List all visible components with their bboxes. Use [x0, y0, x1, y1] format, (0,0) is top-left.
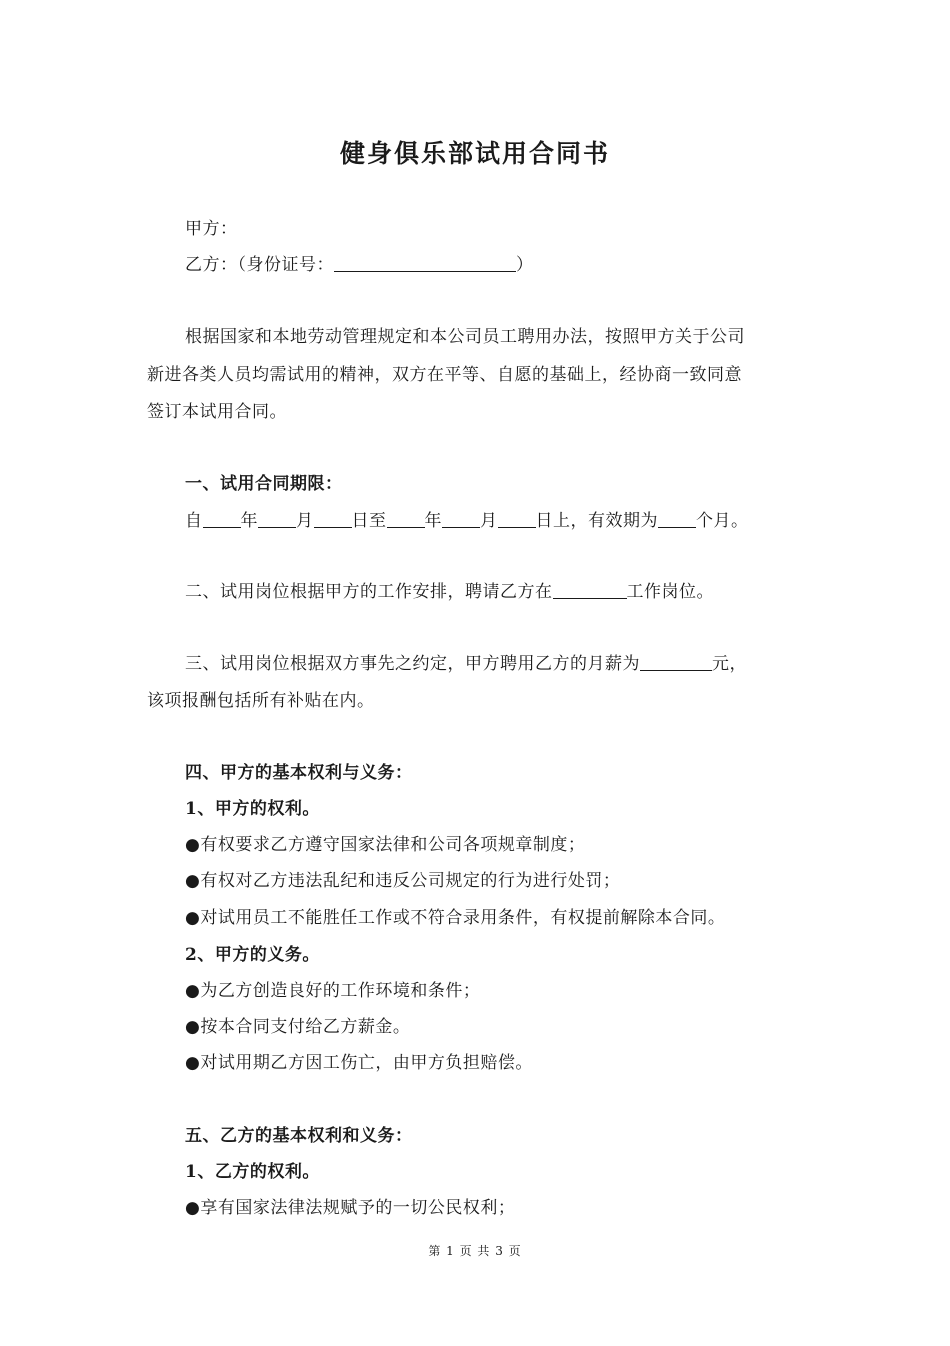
- party-a-duty-item: ●为乙方创造良好的工作环境和条件；: [185, 981, 481, 1001]
- term-text: 自: [185, 511, 203, 531]
- section-5-heading: 五、乙方的基本权利和义务：: [185, 1126, 413, 1146]
- section-3-line-1: [185, 653, 747, 675]
- term-text: 年: [240, 511, 258, 531]
- party-a-line: 甲方：: [185, 219, 238, 239]
- section-3-suffix: 元，: [712, 654, 747, 674]
- end-day-blank: [498, 511, 536, 528]
- party-a-duty-item: ●按本合同支付给乙方薪金。: [185, 1017, 411, 1037]
- party-a-right-item: ●有权对乙方违法乱纪和违反公司规定的行为进行处罚；: [185, 871, 621, 891]
- party-b-line: [185, 254, 534, 276]
- intro-line-1: 根据国家和本地劳动管理规定和本公司员工聘用办法，按照甲方关于公司: [185, 327, 745, 347]
- end-month-blank: [442, 511, 480, 528]
- post-blank: [553, 582, 627, 599]
- party-a-right-item: ●有权要求乙方遵守国家法律和公司各项规章制度；: [185, 835, 586, 855]
- months-blank: [658, 511, 696, 528]
- intro-line-3: 签订本试用合同。: [147, 402, 287, 422]
- salary-blank: [640, 654, 712, 671]
- party-b-suffix: ）: [516, 255, 534, 275]
- term-text: 月: [296, 511, 314, 531]
- id-number-blank: [334, 255, 516, 272]
- section-3-line-2: 该项报酬包括所有补贴在内。: [147, 691, 375, 711]
- section-2-suffix: 工作岗位。: [626, 582, 714, 602]
- term-line: [185, 510, 749, 532]
- start-month-blank: [258, 511, 296, 528]
- section-3-prefix: 三、试用岗位根据双方事先之约定，甲方聘用乙方的月薪为: [185, 654, 640, 674]
- party-b-prefix: 乙方：（身份证号：: [185, 255, 334, 275]
- party-a-duties-heading: 2、甲方的义务。: [185, 945, 320, 965]
- term-text: 年: [424, 511, 442, 531]
- party-a-right-item: ●对试用员工不能胜任工作或不符合录用条件，有权提前解除本合同。: [185, 908, 726, 928]
- party-b-rights-heading: 1、乙方的权利。: [185, 1162, 320, 1182]
- term-text: 个月。: [696, 511, 749, 531]
- end-year-blank: [387, 511, 425, 528]
- party-a-duty-item: ●对试用期乙方因工伤亡，由甲方负担赔偿。: [185, 1053, 533, 1073]
- term-text: 月: [480, 511, 498, 531]
- start-day-blank: [314, 511, 352, 528]
- start-year-blank: [203, 511, 241, 528]
- document-title: 健身俱乐部试用合同书: [339, 139, 610, 168]
- section-1-heading: 一、试用合同期限：: [185, 474, 343, 494]
- term-text: 日上，有效期为: [535, 511, 658, 531]
- term-text: 日至: [351, 511, 387, 531]
- party-a-rights-heading: 1、甲方的权利。: [185, 799, 320, 819]
- party-b-right-item: ●享有国家法律法规赋予的一切公民权利；: [185, 1198, 516, 1218]
- section-4-heading: 四、甲方的基本权利与义务：: [185, 763, 413, 783]
- section-2-line: [185, 581, 714, 603]
- page-footer: 第 1 页 共 3 页: [428, 1244, 522, 1258]
- section-2-prefix: 二、试用岗位根据甲方的工作安排，聘请乙方在: [185, 582, 553, 602]
- intro-line-2: 新进各类人员均需试用的精神，双方在平等、自愿的基础上，经协商一致同意: [147, 365, 742, 385]
